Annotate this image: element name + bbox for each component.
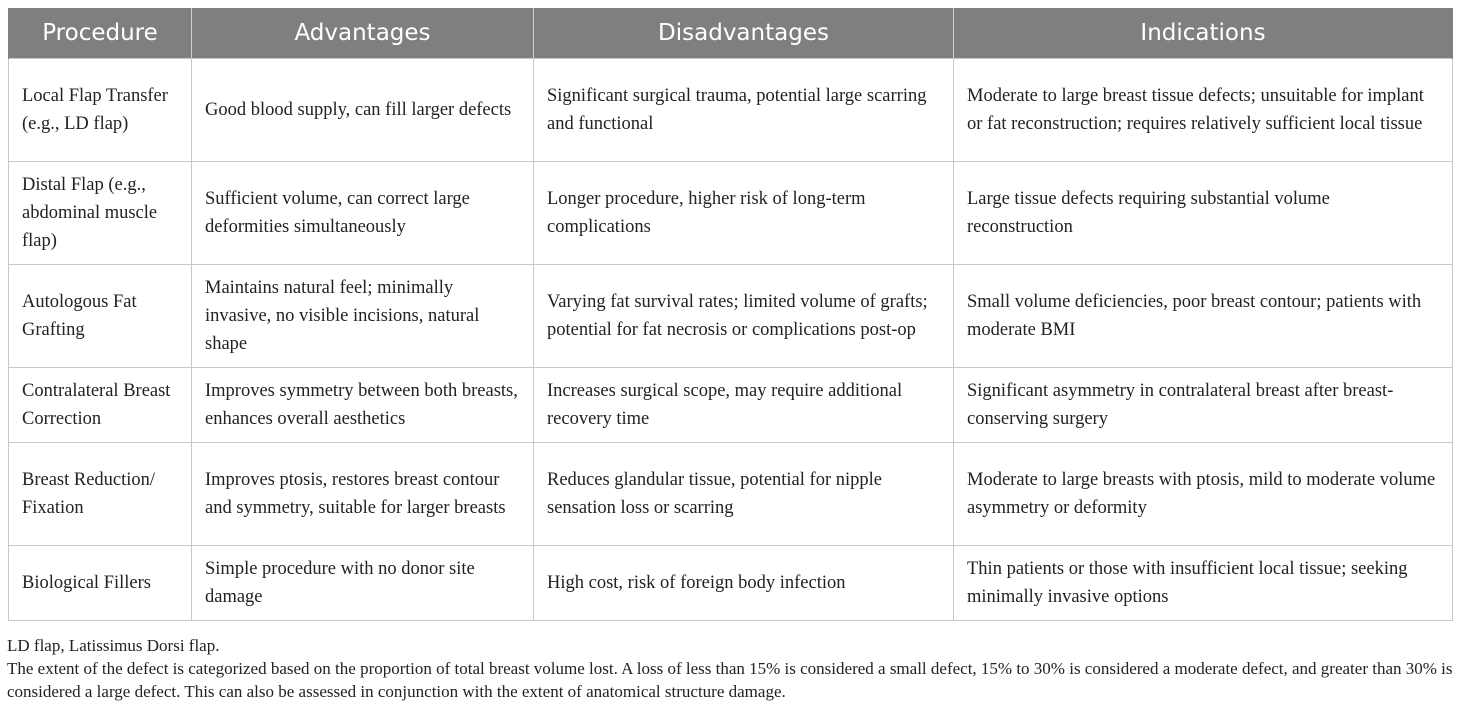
table-row xyxy=(9,59,1453,162)
cell-disadvantages: Reduces glandular tissue, potential for nipple sensation loss or scarring xyxy=(534,443,954,546)
table-header xyxy=(9,8,1453,59)
cell-disadvantages: Varying fat survival rates; limited volume of grafts; potential for fat necrosis or complications post-op xyxy=(534,265,954,368)
table-body xyxy=(9,59,1453,621)
table-row xyxy=(9,265,1453,368)
procedures-table xyxy=(8,8,1453,621)
header-disadvantages: Disadvantages xyxy=(534,8,954,59)
table-row xyxy=(9,162,1453,265)
table-footnotes xyxy=(7,634,1455,703)
table-row xyxy=(9,368,1453,443)
cell-procedure: Distal Flap (e.g., abdominal muscle flap) xyxy=(9,162,192,265)
cell-advantages: Simple procedure with no donor site damage xyxy=(192,546,534,621)
cell-disadvantages: Increases surgical scope, may require additional recovery time xyxy=(534,368,954,443)
defect-extent-footnote: The extent of the defect is categorized based on the proportion of total breast volume lost. A loss of less than 15% is considered a small defect, 15% to 30% is considered a moderate defect, and greater than 30% is considered a large defect. This can also be assessed in conjunction with the extent of anatomical structure damage. xyxy=(7,659,1453,701)
header-indications: Indications xyxy=(954,8,1453,59)
table-row xyxy=(9,546,1453,621)
cell-indications: Thin patients or those with insufficient local tissue; seeking minimally invasive options xyxy=(954,546,1453,621)
cell-advantages: Sufficient volume, can correct large deformities simultaneously xyxy=(192,162,534,265)
cell-disadvantages: Significant surgical trauma, potential large scarring and functional xyxy=(534,59,954,162)
cell-indications: Large tissue defects requiring substantial volume reconstruction xyxy=(954,162,1453,265)
cell-procedure: Biological Fillers xyxy=(9,546,192,621)
cell-advantages: Good blood supply, can fill larger defects xyxy=(192,59,534,162)
cell-indications: Significant asymmetry in contralateral breast after breast-conserving surgery xyxy=(954,368,1453,443)
cell-procedure: Breast Reduction/ Fixation xyxy=(9,443,192,546)
cell-indications: Small volume deficiencies, poor breast contour; patients with moderate BMI xyxy=(954,265,1453,368)
cell-procedure: Local Flap Transfer (e.g., LD flap) xyxy=(9,59,192,162)
header-row xyxy=(9,8,1453,59)
cell-procedure: Autologous Fat Grafting xyxy=(9,265,192,368)
procedures-table-container xyxy=(8,8,1452,621)
cell-procedure: Contralateral Breast Correction xyxy=(9,368,192,443)
header-procedure: Procedure xyxy=(9,8,192,59)
header-advantages: Advantages xyxy=(192,8,534,59)
abbreviation-footnote: LD flap, Latissimus Dorsi flap. xyxy=(7,636,220,655)
table-row xyxy=(9,443,1453,546)
cell-indications: Moderate to large breast tissue defects; unsuitable for implant or fat reconstruction; requires relatively sufficient local tissue xyxy=(954,59,1453,162)
cell-advantages: Maintains natural feel; minimally invasive, no visible incisions, natural shape xyxy=(192,265,534,368)
cell-disadvantages: Longer procedure, higher risk of long-term complications xyxy=(534,162,954,265)
cell-advantages: Improves ptosis, restores breast contour and symmetry, suitable for larger breasts xyxy=(192,443,534,546)
cell-advantages: Improves symmetry between both breasts, enhances overall aesthetics xyxy=(192,368,534,443)
cell-indications: Moderate to large breasts with ptosis, mild to moderate volume asymmetry or deformity xyxy=(954,443,1453,546)
cell-disadvantages: High cost, risk of foreign body infection xyxy=(534,546,954,621)
